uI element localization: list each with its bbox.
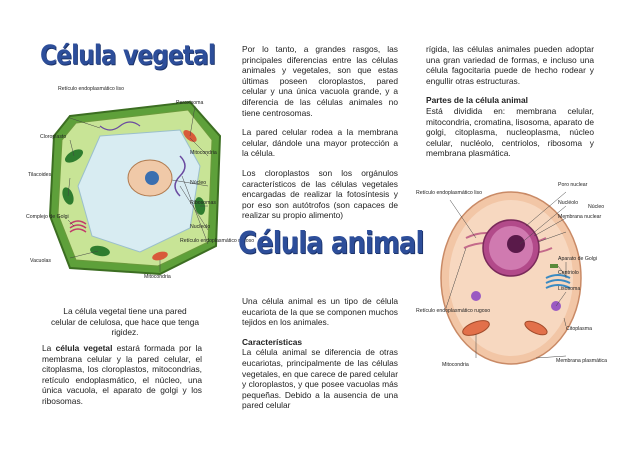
plant-label-reticulo-rugoso: Retículo endoplasmático rugoso (180, 238, 255, 244)
animal-label-lisosoma: Lisosoma (558, 286, 581, 292)
animal-label-membrana-plasmatica: Membrana plasmática (556, 358, 608, 364)
plant-description-term: célula vegetal (55, 343, 113, 353)
animal-label-golgi: Aparato de Golgi (558, 256, 597, 262)
plant-label-nucleo: Núcleo (190, 180, 207, 186)
animal-cell-diagram (416, 178, 616, 378)
animal-shapes-paragraph: rígida, las células animales pueden adoptar una gran variedad de formas, e incluso una célula fagocitaria puede de hecho rodear y engullir otras estructuras. (426, 44, 594, 86)
cell-wall-paragraph: La pared celular rodea a la membrana celular, dándole una mayor protección a la célula. (242, 127, 398, 159)
middle-column-top (242, 44, 398, 230)
plant-cell-diagram (26, 86, 255, 281)
animal-label-reticulo-liso: Retículo endoplasmático liso (416, 190, 483, 196)
plant-label-mitocondria-bottom: Mitocondria (144, 274, 171, 280)
plant-label-ribosomas: Ribosomas (190, 200, 216, 206)
parts-heading: Partes de la célula animal (426, 95, 528, 106)
right-column-top (426, 44, 594, 168)
animal-label-membrana-nuclear: Membrana nuclear (558, 214, 602, 220)
plant-label-mitocondria-top: Mitocondria (190, 150, 217, 156)
animal-label-poro-nuclear: Poro nuclear (558, 182, 588, 188)
plant-label-vacuolas: Vacuolas (30, 258, 51, 264)
differences-paragraph: Por lo tanto, a grandes rasgos, las principales diferencias entre las células animales y vegetales, son que estas últimas poseen cloroplastos, pared celular y una única vacuola grande, y a diferencia de las células animales no tiene centrosomas. (242, 44, 398, 118)
parts-paragraph: Está dividida en: membrana celular, mitocondria, cromatina, lisosoma, aparato de golgi, citoplasma, nucleoplasma, núcleo celular, nucléolo, centriolos, ribosoma y membrana plasmática. (426, 105, 594, 159)
plant-caption: La célula vegetal tiene una pared celular de celulosa, que hace que tenga rigidez. (50, 306, 200, 338)
characteristics-paragraph: La célula animal se diferencia de otras eucariotas, principalmente de las células vegetales, en que carece de pared celular y cloroplastos, y que posee vacuolas más pequeñas. Debido a la ausencia de una pared celular (242, 347, 398, 411)
plant-label-golgi: Complejo de Golgi (26, 214, 69, 220)
animal-intro-paragraph: Una célula animal es un tipo de célula eucariota de la que se componen muchos tejidos en los animales. (242, 296, 398, 328)
plant-label-nucleolo: Nucleolo (190, 224, 211, 230)
plant-label-tilacoides: Tilacoides (28, 172, 52, 178)
animal-title: Célula animal (238, 226, 424, 261)
plant-label-cloroplasto: Cloroplasto (40, 134, 67, 140)
animal-label-nucleo: Núcleo (588, 204, 605, 210)
animal-label-citoplasma: Citoplasma (566, 326, 592, 332)
animal-label-mitocondria: Mitocondria (442, 362, 469, 368)
characteristics-heading: Características (242, 336, 303, 347)
plant-label-reticulo-liso: Retículo endoplasmático liso (58, 86, 125, 92)
animal-label-reticulo-rugoso: Retículo endoplasmático rugoso (416, 308, 491, 314)
plant-title: Célula vegetal (40, 40, 215, 71)
plant-label-peroxisoma: Peroxisoma (176, 100, 204, 106)
animal-label-centriolo: Centriolo (558, 270, 579, 276)
animal-label-nucleolo: Nucléolo (558, 200, 579, 206)
middle-column-bottom (242, 296, 398, 420)
chloroplasts-paragraph: Los cloroplastos son los orgánulos característicos de las células vegetales encargadas de realizar la fotosíntesis y por eso son autótrofos (son capaces de realizar su propio alimento) (242, 167, 398, 221)
plant-description: La célula vegetal estará formada por la membrana celular y la pared celular, el citoplasma, los cloroplastos, mitocondrias, retículo endoplasmático, el núcleo, una única vacuola, el aparato de golgi y los ribosomas. (42, 343, 202, 406)
